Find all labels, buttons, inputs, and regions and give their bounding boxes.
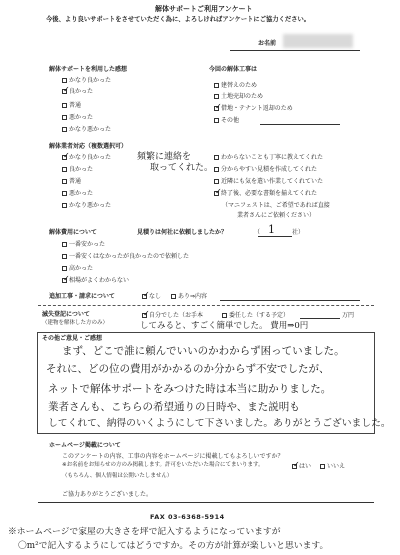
comment-line: してくれて、納得のいくようにして下さいました。ありがとうございました。 <box>48 418 391 429</box>
checkbox-icon <box>214 179 219 184</box>
checkbox-icon <box>222 313 227 318</box>
handwritten-suggestion-2: 〇m²で記入するようにしてはどうですか。その方が計算が楽しいと思います。 <box>18 541 329 551</box>
q4-estimate-unit: 社） <box>292 229 305 236</box>
q1-title: 解体サポートを利用した感想 <box>49 66 128 73</box>
q5-title: 追加工事・請求について <box>49 293 115 300</box>
q6-cost-unit: 万円 <box>342 312 355 319</box>
q3-option[interactable]: かなり悪かった <box>62 202 111 209</box>
q4-estimate-open: （ <box>254 229 261 236</box>
checkbox-icon <box>171 294 176 299</box>
q2-option[interactable]: 建替えのため <box>214 82 257 89</box>
checkbox-icon <box>320 464 325 469</box>
q8-no[interactable]: いいえ <box>320 463 345 470</box>
checkbox-icon <box>62 179 67 184</box>
q4-option-checked[interactable]: ✓相場がよくわからない <box>62 277 129 284</box>
checkbox-checked-icon <box>214 191 219 196</box>
q3-right-option[interactable]: 分からやすい見積を作成してくれた <box>214 166 317 173</box>
checkbox-icon <box>62 203 67 208</box>
q3-note-2: 業者さんにご依頼ください） <box>237 212 316 219</box>
q4-option[interactable]: 一番安くはなかったが良かったので依頼した <box>62 253 189 260</box>
checkbox-icon <box>214 167 219 172</box>
name-label: お名前 <box>258 40 277 47</box>
q3-handwritten-comment-2: 取ってくれた。 <box>150 163 214 173</box>
survey-intro: 今後、より良いサポートをさせていただく為に、よろしければアンケートにご協力ください。 <box>46 16 311 23</box>
checkbox-checked-icon <box>62 155 67 160</box>
q7-title: その他ご意見・ご感想 <box>42 335 103 342</box>
q2-option-checked[interactable]: ✓借地・テナント返却のため <box>214 105 293 112</box>
comment-line: ネットで解体サポートをみつけた時は本当に助かりました。 <box>48 383 332 395</box>
q5-detail-underline <box>220 300 360 301</box>
q1-option[interactable]: かなり良かった <box>62 77 111 84</box>
q2-title: 今回の解体工事は <box>209 66 258 73</box>
q2-other-underline <box>260 124 340 125</box>
checkbox-checked-icon <box>292 464 297 469</box>
checkbox-icon <box>62 127 67 132</box>
q3-right-option[interactable]: わからないことも丁寧に教えてくれた <box>214 154 323 161</box>
q4-estimate-label: 見積りは何社に依頼しましたか？ <box>137 229 228 236</box>
checkbox-checked-icon <box>62 89 67 94</box>
q3-note-1: （マニフェストは、ご希望であれば直接 <box>222 202 330 209</box>
q1-option[interactable]: 悪かった <box>62 114 93 121</box>
comment-line: まず、どこで誰に頼んでいいのかわからず困っていました。 <box>62 345 345 357</box>
handwritten-suggestion-1: ※ホームページで家屋の大きさを坪で記入するようになっていますが <box>8 527 281 537</box>
q5-option[interactable]: あり⇒内容 <box>171 293 207 300</box>
checkbox-icon <box>214 83 219 88</box>
q4-title: 解体費用について <box>49 229 97 236</box>
checkbox-icon <box>214 118 219 123</box>
q3-right-option[interactable]: 近隣にも気を遣い作業してくれていた <box>214 178 323 185</box>
q3-right-option-checked[interactable]: ✓終了後、必要な書類を揃えてくれた <box>214 190 317 197</box>
q3-option-checked[interactable]: ✓かなり良かった <box>62 154 111 161</box>
checkbox-checked-icon <box>142 294 147 299</box>
checkbox-checked-icon <box>142 313 147 318</box>
thanks-text: ご協力ありがとうございました。 <box>62 491 153 498</box>
q4-option[interactable]: 一番安かった <box>62 241 105 248</box>
checkbox-icon <box>62 254 67 259</box>
q6-handwritten-comment: してみると、すごく簡単でした。 費用⇒0円 <box>140 321 309 331</box>
q4-estimate-value: 1 <box>268 223 275 236</box>
divider <box>38 305 374 306</box>
checkbox-checked-icon <box>62 278 67 283</box>
q8-question: このアンケートの内容、工事の内容をホームページに掲載してもよろしいですか？ <box>62 453 284 460</box>
footer-divider <box>38 502 374 503</box>
q3-option[interactable]: 悪かった <box>62 190 93 197</box>
checkbox-icon <box>62 191 67 196</box>
redacted-name <box>283 34 353 48</box>
q4-option[interactable]: 高かった <box>62 265 93 272</box>
q2-option[interactable]: 土地売却のため <box>214 93 263 100</box>
q3-option[interactable]: 普通 <box>62 178 81 185</box>
checkbox-icon <box>62 103 67 108</box>
checkbox-icon <box>62 167 67 172</box>
q1-option[interactable]: かなり悪かった <box>62 126 111 133</box>
checkbox-icon <box>214 94 219 99</box>
q2-option[interactable]: その他 <box>214 117 239 124</box>
q3-title: 解体業者対応（複数選択可） <box>49 143 128 150</box>
fax-number: FAX 03-6368-5914 <box>150 513 225 521</box>
q8-title: ホームページ掲載について <box>49 442 121 449</box>
checkbox-icon <box>214 155 219 160</box>
survey-title: 解体サポートご利用アンケート <box>155 5 253 13</box>
comment-line: 業者さんも、こちらの希望通りの日時や、また説明も <box>48 401 300 413</box>
q3-option[interactable]: 良かった <box>62 166 93 173</box>
q6-subtitle: （建物を解体した方のみ） <box>42 320 109 326</box>
q6-title: 滅失登記について <box>42 311 90 318</box>
name-underline <box>230 50 360 51</box>
comment-line: それに、どの位の費用がかかるのか分からず不安でしたが、 <box>46 363 330 375</box>
checkbox-icon <box>62 266 67 271</box>
q1-option-checked[interactable]: ✓良かった <box>62 88 93 95</box>
checkbox-icon <box>62 242 67 247</box>
q4-estimate-underline <box>258 236 292 237</box>
q8-yes-checked[interactable]: ✓はい <box>292 463 311 470</box>
q6-cost-underline <box>300 318 340 319</box>
q1-option[interactable]: 普通 <box>62 102 81 109</box>
checkbox-icon <box>62 115 67 120</box>
q6-option[interactable]: 委任した（する予定） <box>222 312 289 319</box>
checkbox-checked-icon <box>214 106 219 111</box>
checkbox-icon <box>62 78 67 83</box>
q3-handwritten-comment-1: 頻繁に連絡を <box>137 152 192 162</box>
q5-option-checked[interactable]: ✓ なし <box>142 293 161 300</box>
q8-privacy-note: （もちろん、個人情報は公開いたしません） <box>62 473 173 479</box>
q6-option-checked[interactable]: ✓自分でした（お手本 <box>142 312 203 319</box>
q8-note: ※お名前をお知らせの方のみ掲載します。許可をいただいた場合にてまいります。 <box>62 462 264 468</box>
